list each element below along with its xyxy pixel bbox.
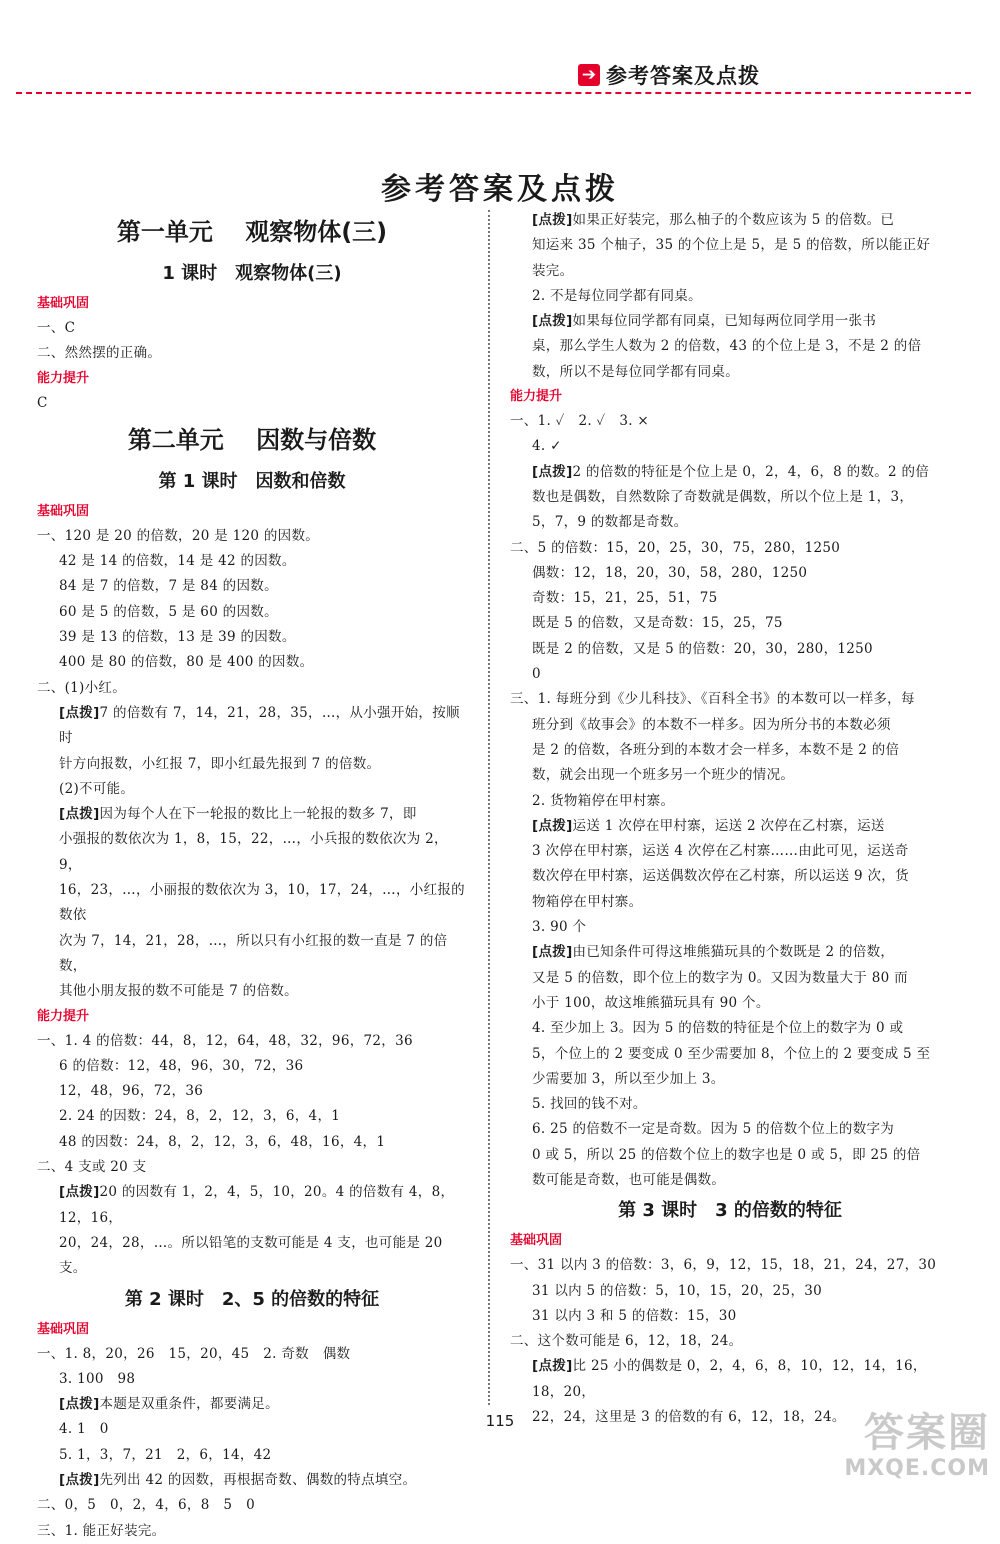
- answer-text: 4. ✓: [532, 438, 562, 455]
- answer-line: [37, 625, 467, 650]
- answer-line: [510, 1092, 950, 1117]
- answer-text: 一、120 是 20 的倍数，20 是 120 的因数。: [37, 527, 320, 544]
- answer-text: 装完。: [532, 262, 574, 279]
- section-label: 基础巩固: [510, 1233, 563, 1249]
- answer-line: [510, 1253, 950, 1278]
- answer-text: 39 是 13 的倍数，13 是 39 的因数。: [59, 629, 296, 646]
- answer-line: [510, 586, 950, 611]
- answer-line: [510, 434, 950, 459]
- answer-text: 如果正好装完，那么柚子的个数应该为 5 的倍数。已: [572, 212, 895, 228]
- answer-line: [510, 915, 950, 940]
- lesson-heading: 1 课时 观察物体(三): [162, 263, 342, 284]
- answer-line: [510, 1168, 950, 1193]
- answer-text: 二、这个数可能是 6，12，18，24。: [510, 1333, 743, 1350]
- answer-line: [510, 1329, 950, 1354]
- answer-text: 物箱停在甲村寨。: [532, 893, 643, 910]
- answer-line: [37, 1054, 467, 1079]
- hint-tag: [点拨]: [532, 944, 573, 961]
- answer-text: 31 以内 3 和 5 的倍数：15，30: [532, 1307, 737, 1324]
- answer-line: [510, 1067, 950, 1092]
- answer-line: [37, 574, 467, 599]
- lesson-heading: 第 1 课时 因数和倍数: [158, 470, 346, 492]
- answer-text: 6. 25 的倍数不一定是奇数。因为 5 的倍数个位上的数字为: [532, 1121, 895, 1138]
- answer-text: 20，24，28，…。所以铅笔的支数可能是 4 支，也可能是 20 支。: [59, 1234, 448, 1277]
- hint-tag: [点拨]: [59, 1184, 100, 1201]
- answer-line: [37, 316, 467, 341]
- section-label: 基础巩固: [37, 503, 90, 519]
- section-label: 能力提升: [510, 389, 563, 405]
- answer-text: 是 2 的倍数，各班分到的本数才会一样多，本数不是 2 的倍: [532, 741, 900, 758]
- answer-text: 针方向报数，小红报 7，即小红最先报到 7 的倍数。: [59, 755, 381, 772]
- answer-line: [37, 929, 467, 980]
- answer-text: 既是 5 的倍数，又是奇数：15，25，75: [532, 615, 783, 632]
- answer-text: C: [37, 394, 48, 411]
- watermark-logo: 答案圈: [864, 1410, 990, 1456]
- header-tag: [578, 60, 760, 90]
- answer-text: 2. 不是每位同学都有同桌。: [532, 287, 702, 304]
- answer-line: [510, 309, 950, 334]
- answer-line: [510, 485, 950, 510]
- answer-text: 一、C: [37, 320, 76, 336]
- answer-line: [510, 1143, 950, 1168]
- answer-line: [510, 1117, 950, 1142]
- answer-text: 5. 找回的钱不对。: [532, 1096, 647, 1113]
- section-label: 能力提升: [37, 1008, 90, 1024]
- answer-text: 6 的倍数：12，48，96，30，72，36: [59, 1057, 304, 1074]
- answer-line: [510, 360, 950, 385]
- answer-line: [510, 839, 950, 864]
- answer-text: 如果每位同学都有同桌，已知每两位同学用一张书: [572, 313, 877, 330]
- answer-line: [37, 752, 467, 777]
- answer-text: 0 或 5，所以 25 的倍数个位上的数字也是 0 或 5，即 25 的倍: [532, 1146, 921, 1163]
- page-title: 参考答案及点拨: [381, 172, 619, 208]
- answer-text: 16，23，…，小丽报的数依次为 3，10，17，24，…，小红报的数依: [59, 882, 465, 924]
- answer-line: [37, 1468, 467, 1493]
- answer-text: 2. 24 的因数：24，8，2，12，3，6，4，1: [59, 1108, 341, 1125]
- answer-line: [510, 814, 950, 839]
- hint-tag: [点拨]: [532, 313, 573, 330]
- page-number: 115: [485, 1412, 515, 1430]
- header-title: 参考答案及点拨: [606, 64, 760, 88]
- answer-text: 数，所以不是每位同学都有同桌。: [532, 363, 739, 380]
- answer-text: 次为 7，14，21，28，…，所以只有小红报的数一直是 7 的倍数，: [59, 932, 448, 974]
- answer-line: [37, 650, 467, 675]
- answer-text: 数可能是奇数，也可能是偶数。: [532, 1171, 726, 1188]
- answer-line: [37, 878, 467, 929]
- answer-line: [510, 208, 950, 233]
- answer-line: [510, 687, 950, 712]
- answer-line: [37, 979, 467, 1004]
- answer-text: 7 的倍数有 7，14，21，28，35，…，从小强开始，按顺时: [59, 704, 460, 747]
- answer-text: 先列出 42 的因数，再根据奇数、偶数的特点填空。: [99, 1471, 417, 1488]
- answer-text: 一、1. ✓ 2. ✓ 3. ×: [510, 413, 650, 430]
- answer-line: [37, 1443, 467, 1468]
- answer-text: 二、0，5 0，2，4，6，8 5 0: [37, 1497, 256, 1514]
- answer-line: [37, 701, 467, 752]
- answer-text: 小于 100，故这堆熊猫玩具有 90 个。: [532, 994, 770, 1011]
- answer-line: [510, 864, 950, 889]
- answer-line: [37, 1130, 467, 1155]
- answer-text: 奇数：15，21，25，51，75: [532, 590, 718, 607]
- answer-text: 12，48，96，72，36: [59, 1083, 204, 1100]
- answer-line: [510, 409, 950, 434]
- answer-text: 4. 至少加上 3。因为 5 的倍数的特征是个位上的数字为 0 或: [532, 1020, 904, 1037]
- unit-heading: 第二单元 因数与倍数: [127, 425, 377, 454]
- answer-text: 5，个位上的 2 要变成 0 至少需要加 8，个位上的 2 要变成 5 至: [532, 1045, 931, 1062]
- answer-line: [37, 600, 467, 625]
- answer-text: 数，就会出现一个班多另一个班少的情况。: [532, 767, 795, 784]
- answer-line: [510, 1042, 950, 1067]
- answer-line: [510, 510, 950, 535]
- answer-line: [37, 676, 467, 701]
- answer-line: [510, 738, 950, 763]
- answer-text: 2 的倍数的特征是个位上是 0，2，4，6，8 的数。2 的倍: [572, 463, 930, 480]
- answer-line: [37, 1417, 467, 1442]
- answer-text: 数也是偶数，自然数除了奇数就是偶数，所以个位上是 1，3，: [532, 488, 914, 505]
- answer-line: [510, 259, 950, 284]
- answer-line: [510, 789, 950, 814]
- section-label: 能力提升: [37, 370, 90, 386]
- answer-line: [510, 966, 950, 991]
- answer-line: [510, 1354, 950, 1405]
- hint-tag: [点拨]: [59, 1471, 100, 1488]
- answer-text: 三、1. 每班分到《少儿科技》、《百科全书》的本数可以一样多，每: [510, 691, 915, 708]
- answer-line: [37, 1029, 467, 1054]
- hint-tag: [点拨]: [59, 704, 100, 721]
- answer-text: 既是 2 的倍数，又是 5 的倍数：20，30，280，1250: [532, 640, 873, 657]
- answer-text: 3. 90 个: [532, 919, 587, 936]
- answer-text: 4. 1 0: [59, 1421, 109, 1438]
- answer-line: [37, 827, 467, 878]
- answer-text: 比 25 小的偶数是 0，2，4，6，8，10，12，14，16，18，20，: [532, 1358, 927, 1400]
- header-divider: [16, 92, 971, 94]
- answer-text: 一、1. 4 的倍数：44，8，12，64，48，32，96，72，36: [37, 1032, 413, 1049]
- answer-line: [510, 763, 950, 788]
- answer-line: [510, 284, 950, 309]
- answer-line: [510, 1304, 950, 1329]
- answer-line: [37, 1104, 467, 1129]
- lesson-heading: 第 3 课时 3 的倍数的特征: [618, 1200, 842, 1222]
- left-column: [37, 208, 467, 1544]
- answer-line: [510, 611, 950, 636]
- hint-tag: [点拨]: [532, 817, 573, 834]
- answer-text: 知运来 35 个柚子，35 的个位上是 5，是 5 的倍数，所以能正好: [532, 237, 931, 254]
- answer-text: 60 是 5 的倍数，5 是 60 的因数。: [59, 603, 278, 620]
- answer-text: 84 是 7 的倍数，7 是 84 的因数。: [59, 578, 278, 595]
- answer-text: 31 以内 5 的倍数：5，10，15，20，25，30: [532, 1282, 823, 1299]
- answer-line: [510, 713, 950, 738]
- answer-line: [37, 1231, 467, 1282]
- arrow-right-icon: ➔: [578, 64, 600, 86]
- answer-line: [37, 391, 467, 416]
- watermark-url: MXQE.COM: [844, 1456, 990, 1481]
- answer-text: 偶数：12，18，20，30，58，280，1250: [532, 564, 808, 581]
- answer-line: [37, 1519, 467, 1544]
- answer-line: [37, 1342, 467, 1367]
- answer-text: 20 的因数有 1，2，4，5，10，20。4 的倍数有 4，8，12，16，: [59, 1184, 455, 1226]
- answer-text: 400 是 80 的倍数，80 是 400 的因数。: [59, 654, 314, 671]
- answer-text: 5. 1，3，7，21 2，6，14，42: [59, 1446, 272, 1463]
- answer-line: [510, 233, 950, 258]
- answer-text: 2. 货物箱停在甲村寨。: [532, 792, 675, 809]
- answer-text: 班分到《故事会》的本数不一样多。因为所分书的本数必须: [532, 716, 891, 733]
- answer-text: 其他小朋友报的数不可能是 7 的倍数。: [59, 983, 298, 1000]
- answer-line: [37, 1079, 467, 1104]
- answer-text: 二、然然摆的正确。: [37, 345, 162, 362]
- answer-text: 48 的因数：24，8，2，12，3，6，48，16，4，1: [59, 1133, 386, 1150]
- hint-tag: [点拨]: [59, 806, 100, 823]
- answer-text: 5，7，9 的数都是奇数。: [532, 514, 688, 531]
- answer-line: [37, 549, 467, 574]
- answer-text: 一、31 以内 3 的倍数：3，6，9，12，15，18，21，24，27，30: [510, 1257, 937, 1274]
- answer-text: 小强报的数依次为 1，8，15，22，…，小兵报的数依次为 2，9，: [59, 831, 448, 873]
- answer-text: 42 是 14 的倍数，14 是 42 的因数。: [59, 553, 296, 570]
- answer-text: 3 次停在甲村寨，运送 4 次停在乙村寨……由此可见，运送奇: [532, 843, 909, 860]
- answer-line: [37, 1367, 467, 1392]
- answer-text: 三、1. 能正好装完。: [37, 1522, 166, 1539]
- answer-line: [510, 890, 950, 915]
- answer-line: [37, 341, 467, 366]
- answer-line: [37, 1493, 467, 1518]
- hint-tag: [点拨]: [532, 1358, 573, 1375]
- column-divider: [488, 210, 490, 1405]
- answer-line: [510, 460, 950, 485]
- answer-text: 又是 5 的倍数，即个位上的数字为 0。又因为数量大于 80 而: [532, 969, 908, 986]
- answer-text: 3. 100 98: [59, 1370, 136, 1387]
- answer-line: [510, 991, 950, 1016]
- answer-line: [510, 1279, 950, 1304]
- answer-line: [37, 777, 467, 802]
- answer-text: 22，24，这里是 3 的倍数的有 6，12，18，24。: [532, 1409, 846, 1426]
- answer-text: 桌，那么学生人数为 2 的倍数，43 的个位上是 3，不是 2 的倍: [532, 338, 922, 355]
- hint-tag: [点拨]: [59, 1396, 100, 1413]
- answer-line: [510, 334, 950, 359]
- watermark: [800, 1410, 990, 1488]
- answer-line: [37, 1180, 467, 1231]
- answer-text: 二、5 的倍数：15，20，25，30，75，280，1250: [510, 539, 841, 556]
- hint-tag: [点拨]: [532, 212, 573, 228]
- answer-line: [37, 1392, 467, 1417]
- answer-text: 一、1. 8，20，26 15，20，45 2. 奇数 偶数: [37, 1345, 351, 1362]
- unit-heading: 第一单元 观察物体(三): [116, 218, 388, 246]
- answer-text: 本题是双重条件，都要满足。: [99, 1396, 279, 1413]
- hint-tag: [点拨]: [532, 463, 573, 480]
- answer-text: 少需要加 3，所以至少加上 3。: [532, 1070, 725, 1087]
- answer-line: [510, 561, 950, 586]
- answer-text: 二、(1)小红。: [37, 679, 127, 696]
- answer-line: [510, 662, 950, 687]
- answer-text: 因为每个人在下一轮报的数比上一轮报的数多 7，即: [99, 806, 417, 823]
- answer-line: [37, 1155, 467, 1180]
- section-label: 基础巩固: [37, 1321, 90, 1337]
- answer-text: 数次停在甲村寨，运送偶数次停在乙村寨，所以运送 9 次，货: [532, 868, 909, 885]
- lesson-heading: 第 2 课时 2、5 的倍数的特征: [124, 1288, 380, 1310]
- answer-line: [37, 524, 467, 549]
- answer-text: 0: [532, 666, 541, 683]
- answer-text: (2)不可能。: [59, 780, 135, 797]
- right-column: [510, 208, 950, 1430]
- answer-text: 二、4 支或 20 支: [37, 1159, 147, 1176]
- answer-line: [37, 802, 467, 827]
- answer-text: 运送 1 次停在甲村寨，运送 2 次停在乙村寨，运送: [572, 817, 885, 834]
- answer-line: [510, 536, 950, 561]
- answer-line: [510, 1016, 950, 1041]
- section-label: 基础巩固: [37, 296, 90, 311]
- answer-line: [510, 637, 950, 662]
- answer-text: 由已知条件可得这堆熊猫玩具的个数既是 2 的倍数，: [572, 944, 895, 961]
- answer-line: [510, 940, 950, 965]
